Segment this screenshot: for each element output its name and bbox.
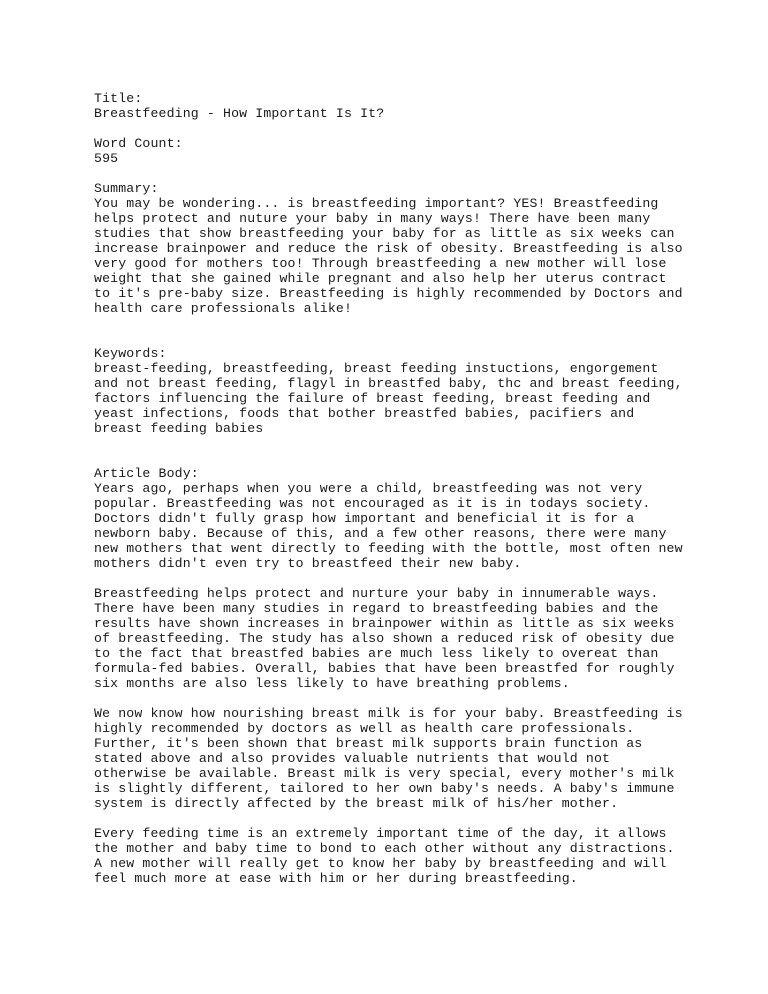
paragraph-line: popular. Breastfeeding was not encouraged as it is in todays society.	[94, 496, 651, 511]
paragraph-line: stated above and also provides valuable nutrients that would not	[94, 751, 611, 766]
summary-label: Summary:	[94, 181, 159, 196]
paragraph-line: highly recommended by doctors as well as health care professionals.	[94, 721, 635, 736]
article-paragraph-4	[94, 826, 694, 886]
keywords-label: Keywords:	[94, 346, 167, 361]
paragraph-line: to the fact that breastfed babies are much less likely to overeat than	[94, 646, 659, 661]
paragraph-line: Years ago, perhaps when you were a child, breastfeeding was not very	[94, 481, 643, 496]
keywords-line: breast-feeding, breastfeeding, breast feeding instuctions, engorgement	[94, 361, 659, 376]
title-label: Title:	[94, 91, 143, 106]
paragraph-line: results have shown increases in brainpower within as little as six weeks	[94, 616, 675, 631]
paragraph-line: Further, it's been shown that breast milk supports brain function as	[94, 736, 643, 751]
article-paragraph-2	[94, 586, 694, 691]
keywords-line: yeast infections, foods that bother breastfed babies, pacifiers and	[94, 406, 635, 421]
paragraph-line: of breastfeeding. The study has also shown a reduced risk of obesity due	[94, 631, 675, 646]
title-value: Breastfeeding - How Important Is It?	[94, 106, 385, 121]
keywords-line: breast feeding babies	[94, 421, 264, 436]
paragraph-line: feel much more at ease with him or her during breastfeeding.	[94, 871, 578, 886]
word-count-label: Word Count:	[94, 136, 183, 151]
article-paragraph-1	[94, 481, 694, 571]
summary-line: helps protect and nuture your baby in many ways! There have been many	[94, 211, 651, 226]
summary-line: studies that show breastfeeding your baby for as little as six weeks can	[94, 226, 675, 241]
paragraph-line: Breastfeeding helps protect and nurture your baby in innumerable ways.	[94, 586, 659, 601]
summary-line: to it's pre-baby size. Breastfeeding is highly recommended by Doctors and	[94, 286, 683, 301]
word-count-value: 595	[94, 151, 119, 166]
summary-line: You may be wondering... is breastfeeding important? YES! Breastfeeding	[94, 196, 659, 211]
paragraph-line: We now know how nourishing breast milk is for your baby. Breastfeeding is	[94, 706, 683, 721]
article-paragraph-3	[94, 706, 694, 811]
paragraph-line: There have been many studies in regard to breastfeeding babies and the	[94, 601, 659, 616]
paragraph-line: A new mother will really get to know her baby by breastfeeding and will	[94, 856, 667, 871]
summary-text	[94, 196, 694, 316]
paragraph-line: otherwise be available. Breast milk is very special, every mother's milk	[94, 766, 675, 781]
paragraph-line: new mothers that went directly to feeding with the bottle, most often new	[94, 541, 683, 556]
keywords-line: factors influencing the failure of breast feeding, breast feeding and	[94, 391, 651, 406]
summary-line: increase brainpower and reduce the risk of obesity. Breastfeeding is also	[94, 241, 683, 256]
paragraph-line: newborn baby. Because of this, and a few other reasons, there were many	[94, 526, 667, 541]
paragraph-line: mothers didn't even try to breastfeed their new baby.	[94, 556, 522, 571]
paragraph-line: the mother and baby time to bond to each other without any distractions.	[94, 841, 675, 856]
summary-line: health care professionals alike!	[94, 301, 353, 316]
paragraph-line: six months are also less likely to have breathing problems.	[94, 676, 570, 691]
paragraph-line: Doctors didn't fully grasp how important and beneficial it is for a	[94, 511, 635, 526]
paragraph-line: system is directly affected by the breast milk of his/her mother.	[94, 796, 619, 811]
summary-line: weight that she gained while pregnant and also help her uterus contract	[94, 271, 667, 286]
paragraph-line: Every feeding time is an extremely important time of the day, it allows	[94, 826, 667, 841]
paragraph-line: formula-fed babies. Overall, babies that have been breastfed for roughly	[94, 661, 675, 676]
keywords-line: and not breast feeding, flagyl in breastfed baby, thc and breast feeding,	[94, 376, 683, 391]
summary-line: very good for mothers too! Through breastfeeding a new mother will lose	[94, 256, 667, 271]
document-page	[94, 91, 694, 886]
article-body-label: Article Body:	[94, 466, 199, 481]
paragraph-line: is slightly different, tailored to her own baby's needs. A baby's immune	[94, 781, 675, 796]
keywords-text	[94, 361, 694, 436]
